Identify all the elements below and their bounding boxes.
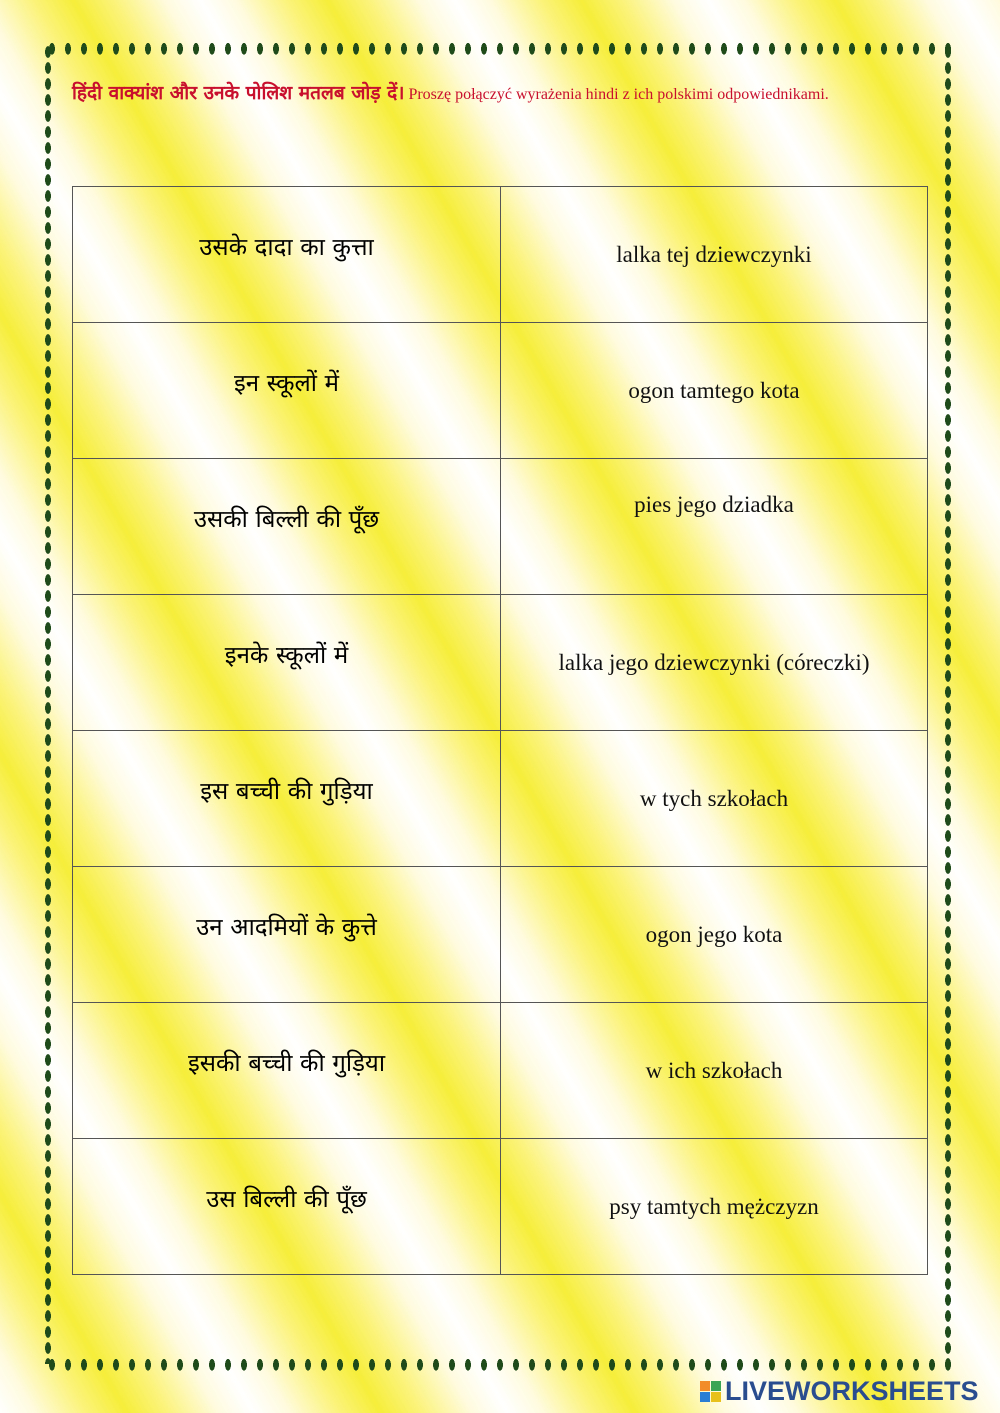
polish-meaning: w tych szkołach bbox=[639, 785, 789, 811]
polish-meaning: pies jego dziadka bbox=[634, 491, 794, 517]
hindi-phrase-cell[interactable] bbox=[73, 595, 501, 731]
decorative-border-left bbox=[40, 44, 56, 1364]
table-row bbox=[73, 1139, 928, 1275]
polish-meaning-cell[interactable] bbox=[501, 867, 928, 1003]
hindi-phrase: उसके दादा का कुत्ता bbox=[199, 233, 374, 261]
logo-square-icon bbox=[711, 1392, 721, 1402]
hindi-phrase-cell[interactable] bbox=[73, 323, 501, 459]
hindi-phrase: इन स्कूलों में bbox=[234, 369, 339, 397]
hindi-phrase-cell[interactable] bbox=[73, 187, 501, 323]
table-row bbox=[73, 1003, 928, 1139]
table-row bbox=[73, 867, 928, 1003]
hindi-phrase-cell[interactable] bbox=[73, 867, 501, 1003]
hindi-phrase-cell[interactable] bbox=[73, 1139, 501, 1275]
table-row bbox=[73, 323, 928, 459]
polish-meaning: ogon jego kota bbox=[645, 921, 783, 947]
polish-meaning: ogon tamtego kota bbox=[628, 377, 800, 403]
instruction-hindi: हिंदी वाक्यांश और उनके पोलिश मतलब जोड़ दें। bbox=[72, 82, 405, 104]
instruction-text bbox=[72, 78, 912, 110]
hindi-phrase: उस बिल्ली की पूँछ bbox=[206, 1185, 367, 1213]
table-row bbox=[73, 731, 928, 867]
polish-meaning-cell[interactable] bbox=[501, 731, 928, 867]
polish-meaning: psy tamtych mężczyzn bbox=[609, 1193, 819, 1219]
polish-meaning-cell[interactable] bbox=[501, 459, 928, 595]
logo-text: LIVEWORKSHEETS bbox=[725, 1375, 979, 1406]
polish-meaning-cell[interactable] bbox=[501, 1003, 928, 1139]
hindi-phrase-cell[interactable] bbox=[73, 1003, 501, 1139]
liveworksheets-logo bbox=[700, 1374, 979, 1408]
hindi-phrase: इस बच्ची की गुड़िया bbox=[200, 777, 373, 805]
polish-meaning-cell[interactable] bbox=[501, 187, 928, 323]
hindi-phrase: उसकी बिल्ली की पूँछ bbox=[193, 505, 380, 533]
polish-meaning-cell[interactable] bbox=[501, 595, 928, 731]
hindi-phrase: उन आदमियों के कुत्ते bbox=[196, 913, 377, 941]
table-row bbox=[73, 459, 928, 595]
decorative-border-right bbox=[940, 44, 956, 1364]
table-row bbox=[73, 595, 928, 731]
logo-square-icon bbox=[711, 1381, 721, 1391]
matching-table bbox=[72, 186, 928, 1275]
polish-meaning-cell[interactable] bbox=[501, 323, 928, 459]
hindi-phrase: इनके स्कूलों में bbox=[224, 641, 349, 669]
polish-meaning-cell[interactable] bbox=[501, 1139, 928, 1275]
decorative-border-top bbox=[44, 40, 956, 56]
hindi-phrase: इसकी बच्ची की गुड़िया bbox=[187, 1049, 386, 1077]
decorative-border-bottom bbox=[44, 1356, 956, 1372]
hindi-phrase-cell[interactable] bbox=[73, 459, 501, 595]
instruction-polish: Proszę połączyć wyrażenia hindi z ich polskimi odpowiednikami. bbox=[404, 86, 829, 103]
logo-square-icon bbox=[700, 1392, 710, 1402]
polish-meaning: lalka jego dziewczynki (córeczki) bbox=[558, 649, 870, 675]
logo-mark-icon bbox=[700, 1381, 721, 1402]
polish-meaning: lalka tej dziewczynki bbox=[616, 241, 812, 267]
polish-meaning: w ich szkołach bbox=[645, 1057, 783, 1083]
hindi-phrase-cell[interactable] bbox=[73, 731, 501, 867]
logo-square-icon bbox=[700, 1381, 710, 1391]
table-row bbox=[73, 187, 928, 323]
